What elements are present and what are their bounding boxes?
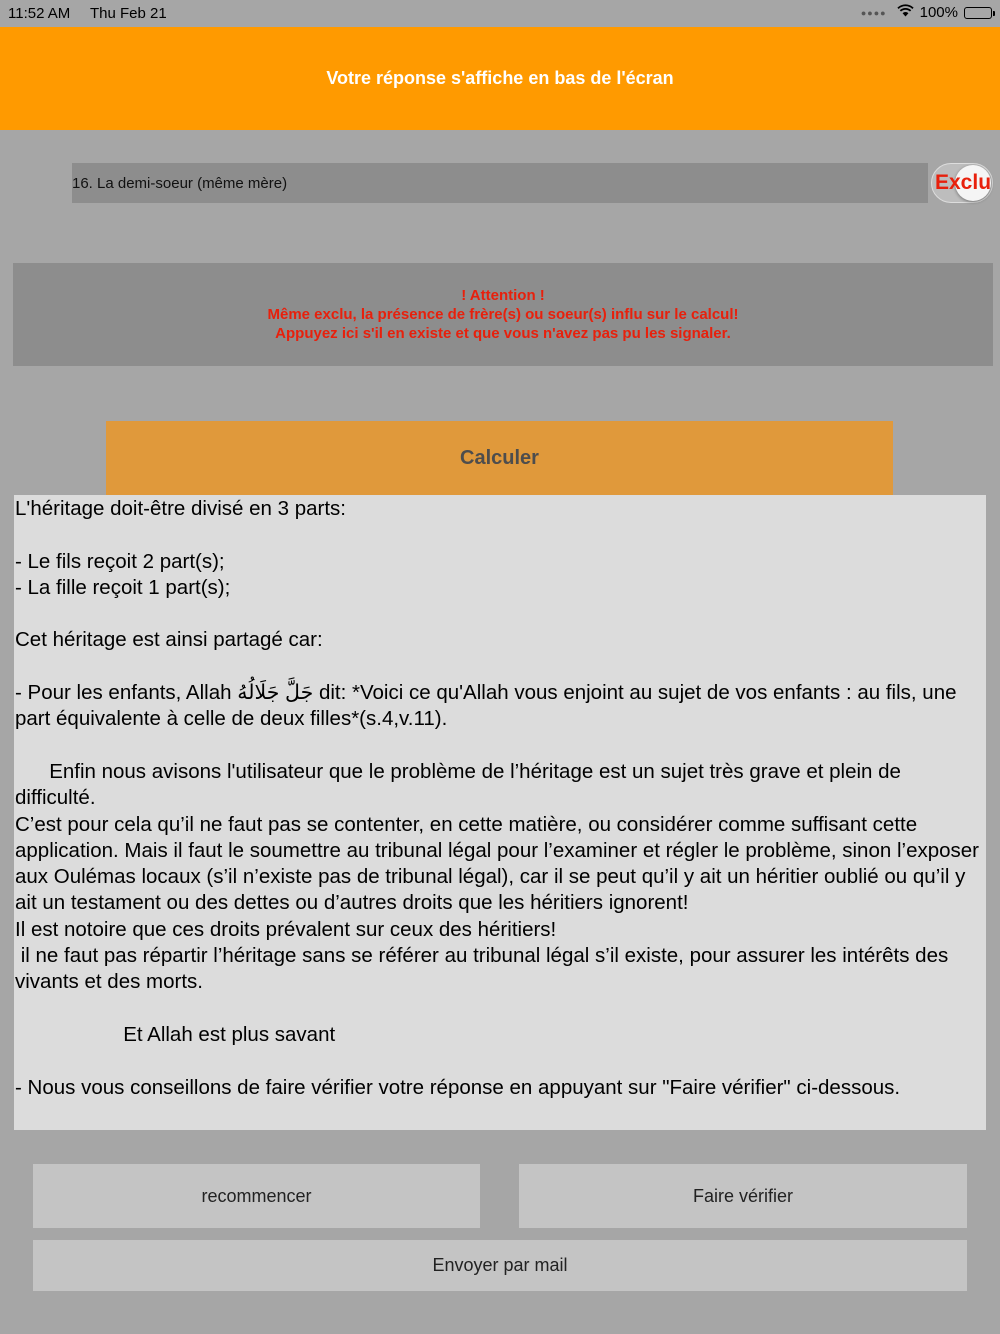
heir-label: 16. La demi-soeur (même mère) bbox=[72, 174, 288, 192]
result-line: C’est pour cela qu’il ne faut pas se contenter, en cette matière, ou considérer comme suffisant cette application. Mais il faut le soumettre au tribunal légal pour l’examiner et régler le problème, sinon l’exposer aux Oulémas locaux (s’il n’existe pas de tribunal légal), car il se peut qu’il y ait un héritier oublié ou qu’il y ait un testament ou des dettes ou d’autres droits que les héritiers ignorent! bbox=[15, 812, 985, 915]
status-time: 11:52 AM bbox=[8, 5, 71, 22]
result-line bbox=[15, 996, 986, 1022]
send-mail-button[interactable]: Envoyer par mail bbox=[33, 1240, 967, 1291]
battery-icon bbox=[964, 7, 992, 19]
result-line: - Pour les enfants, Allah جَلَّ جَلَالُهُ dit: *Voici ce qu'Allah vous enjoint au sujet de vos enfants : au fils, une part équivalente à celle de deux filles*(s.4,v.11). bbox=[15, 681, 963, 731]
restart-button[interactable]: recommencer bbox=[33, 1164, 480, 1228]
heir-row bbox=[72, 163, 928, 203]
result-line: - Nous vous conseillons de faire vérifier votre réponse en appuyant sur "Faire vérifier" ci-dessous. bbox=[15, 1075, 901, 1099]
battery-percent: 100% bbox=[919, 4, 958, 21]
attention-line-3: Appuyez ici s'il en existe et que vous n'avez pas pu les signaler. bbox=[275, 325, 731, 342]
status-date: Thu Feb 21 bbox=[90, 5, 167, 22]
result-line: L'héritage doit-être divisé en 3 parts: bbox=[15, 497, 346, 520]
result-line: Et Allah est plus savant bbox=[15, 1022, 336, 1046]
result-line: - Le fils reçoit 2 part(s); bbox=[15, 549, 225, 573]
result-line: Enfin nous avisons l'utilisateur que le problème de l’héritage est un sujet très grave et plein de difficulté. bbox=[15, 759, 907, 810]
result-line: il ne faut pas répartir l’héritage sans se référer au tribunal légal s’il existe, pour assurer les intérêts des vivants et des morts. bbox=[15, 944, 954, 994]
result-line bbox=[15, 601, 986, 627]
attention-notice[interactable] bbox=[13, 263, 993, 366]
status-bar bbox=[0, 0, 1000, 27]
exclu-label: Exclu bbox=[935, 171, 992, 194]
result-line: Il est notoire que ces droits prévalent sur ceux des héritiers! bbox=[15, 917, 557, 941]
wifi-icon bbox=[897, 4, 914, 21]
result-line bbox=[15, 733, 986, 759]
result-line: - La fille reçoit 1 part(s); bbox=[15, 575, 231, 599]
header-banner bbox=[0, 27, 1000, 130]
attention-title: ! Attention ! bbox=[461, 287, 545, 304]
attention-line-2: Même exclu, la présence de frère(s) ou soeur(s) influ sur le calcul! bbox=[267, 306, 739, 323]
signal-icon: ●●●● bbox=[860, 7, 887, 18]
result-line bbox=[15, 654, 986, 680]
status-indicators bbox=[861, 4, 992, 21]
verify-button[interactable]: Faire vérifier bbox=[519, 1164, 967, 1228]
calculate-button[interactable]: Calculer bbox=[106, 421, 893, 495]
header-title: Votre réponse s'affiche en bas de l'écran bbox=[326, 68, 674, 88]
result-line bbox=[15, 522, 986, 548]
result-panel[interactable] bbox=[14, 495, 986, 1130]
result-line: Cet héritage est ainsi partagé car: bbox=[15, 628, 323, 652]
result-line bbox=[15, 1048, 986, 1074]
